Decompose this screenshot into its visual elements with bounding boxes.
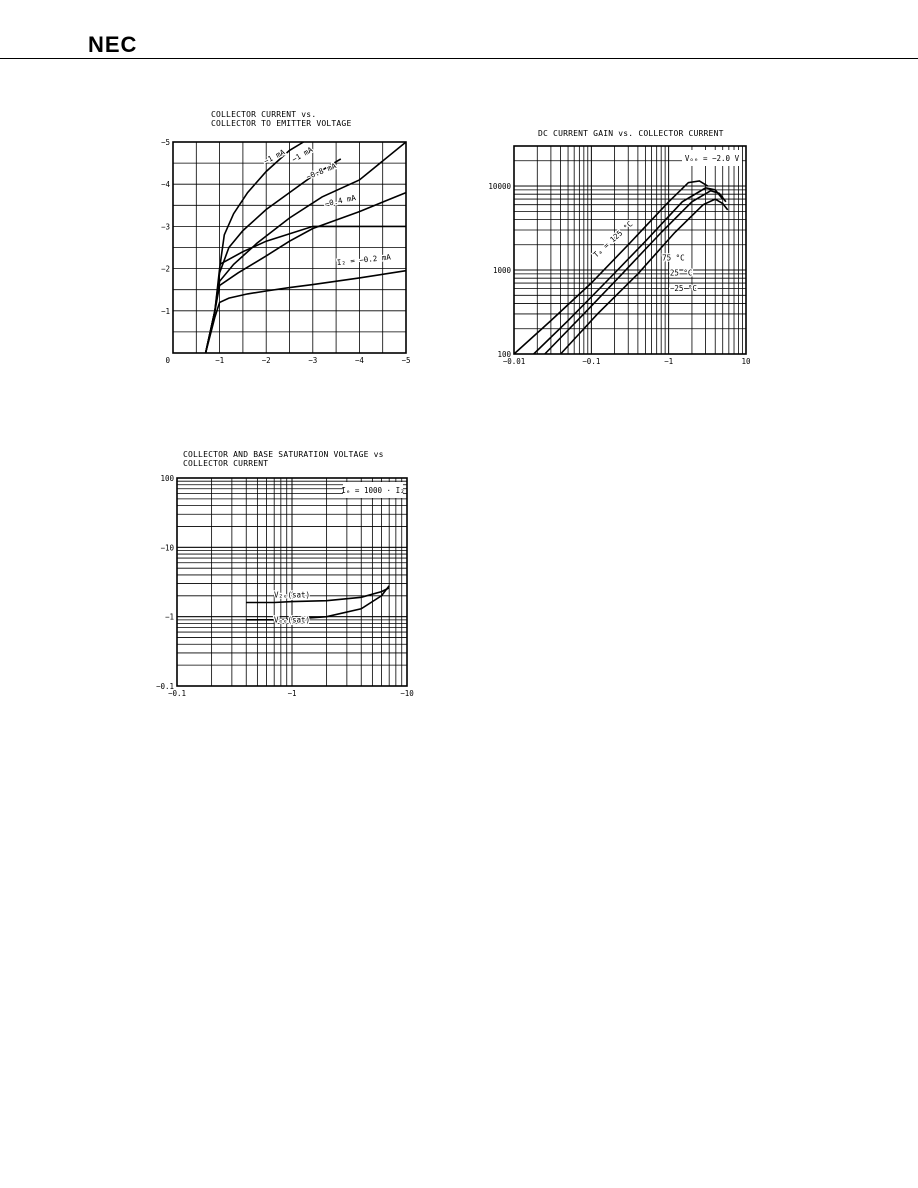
series-line xyxy=(545,191,726,354)
chart-title-line: COLLECTOR CURRENT xyxy=(183,459,269,468)
series-line xyxy=(246,588,389,603)
ic-vce-chart xyxy=(150,130,425,375)
origin-label: 0 xyxy=(165,356,170,365)
x-tick-label: −5 xyxy=(401,356,411,365)
chart-title-vsat-ic xyxy=(183,450,384,468)
x-tick-label: −2 xyxy=(261,356,271,365)
curve-label: 75 °C xyxy=(662,253,685,263)
curve-label: Vₑₑ(sat) xyxy=(273,615,311,625)
chart-title-ic-vce xyxy=(211,110,351,128)
x-tick-label: −1 xyxy=(215,356,225,365)
chart-title-line: DC CURRENT GAIN vs. COLLECTOR CURRENT xyxy=(538,129,724,138)
chart-title-line: COLLECTOR AND BASE SATURATION VOLTAGE vs xyxy=(183,450,384,459)
x-tick-label: −3 xyxy=(308,356,318,365)
series-line xyxy=(206,193,406,353)
y-tick-label: −1 xyxy=(160,306,170,316)
curve-label: 25 °C xyxy=(669,268,693,278)
series-line xyxy=(514,181,708,354)
x-tick-label: −10 xyxy=(400,689,414,698)
y-tick-label: −10 xyxy=(160,543,174,553)
y-tick-label: 10000 xyxy=(488,182,511,192)
x-tick-label: −1 xyxy=(287,689,297,698)
x-tick-label: −0.1 xyxy=(582,357,601,366)
x-tick-label: −0.01 xyxy=(502,357,526,366)
x-tick-label: −1 xyxy=(664,357,674,366)
series-line xyxy=(206,271,406,353)
curve-label: −1 mA xyxy=(290,145,315,165)
legend-text: Vₒₑ = −2.0 V xyxy=(684,154,740,163)
chart-title-hfe-ic xyxy=(538,129,724,138)
series-line xyxy=(206,159,341,353)
y-tick-label: −3 xyxy=(160,222,170,232)
chart-title-line: COLLECTOR TO EMITTER VOLTAGE xyxy=(211,119,352,128)
header-rule xyxy=(0,58,918,59)
y-tick-label: −2 xyxy=(160,264,170,274)
nec-logo: NEC xyxy=(88,32,138,57)
y-tick-label: −0.1 xyxy=(155,682,174,691)
curve-label: V₂ₑ(sat) xyxy=(273,590,311,600)
x-tick-label: −4 xyxy=(354,356,364,365)
y-tick-label: 100 xyxy=(160,474,174,483)
y-tick-label: −5 xyxy=(160,138,170,147)
x-tick-label: −0.1 xyxy=(167,689,187,698)
curve-label: −0.8 mA xyxy=(304,161,338,182)
grid-group xyxy=(177,478,407,686)
x-tick-label: 10 xyxy=(741,357,751,366)
curve-label: −25 °C xyxy=(669,284,697,294)
hfe-ic-chart xyxy=(478,140,768,375)
curve-label: −0.4 mA xyxy=(323,193,357,209)
vsat-ic-chart xyxy=(150,470,425,710)
grid-group xyxy=(173,142,406,353)
legend-text: Iₑ = 1000 · I₂ xyxy=(341,486,405,495)
y-tick-label: −4 xyxy=(160,180,170,190)
curve-label: I₂ = −0.2 mA xyxy=(336,252,392,268)
curve-label: −1 mA xyxy=(262,147,287,166)
curve-label: Tₐ = 125 °C xyxy=(591,219,635,260)
series-line xyxy=(561,199,728,354)
chart-title-line: COLLECTOR CURRENT vs. xyxy=(211,110,317,119)
y-tick-label: 1000 xyxy=(492,266,511,276)
y-tick-label: −1 xyxy=(164,612,174,622)
y-tick-label: 100 xyxy=(497,350,511,359)
